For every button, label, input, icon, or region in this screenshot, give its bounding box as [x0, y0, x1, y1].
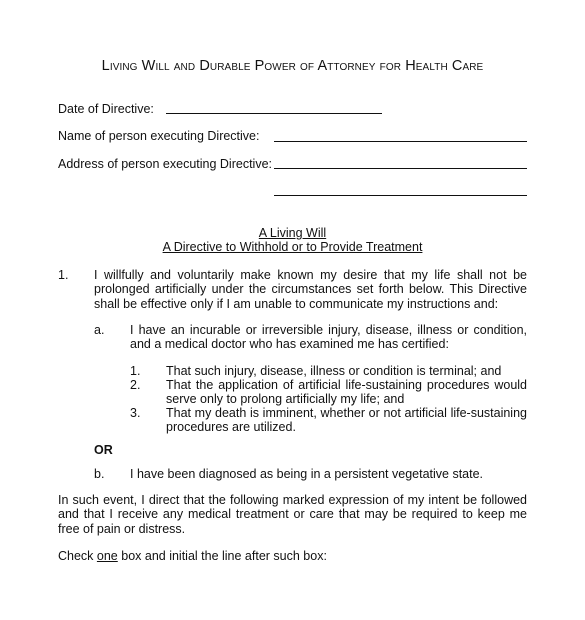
subitem-1-number: 1.: [130, 364, 141, 378]
check-instruction: [58, 549, 327, 563]
subitem-3-text: That my death is imminent, whether or not artificial life-sustaining procedures are utilized.: [166, 406, 527, 435]
subitem-2-text: That the application of artificial life-sustaining procedures would serve only to prolong artificially my life; and: [166, 378, 527, 407]
item-a-text: I have an incurable or irreversible injury, disease, illness or condition, and a medical doctor who has examined me has certified:: [130, 323, 527, 352]
address-field-line-2[interactable]: [274, 195, 527, 196]
address-label: Address of person executing Directive:: [58, 157, 272, 171]
address-field[interactable]: [274, 168, 527, 169]
item-b-text: I have been diagnosed as being in a persistent vegetative state.: [130, 467, 484, 481]
date-field[interactable]: [166, 113, 382, 114]
section-subheading: A Directive to Withhold or to Provide Treatment: [162, 240, 423, 254]
subitem-2-number: 2.: [130, 378, 141, 392]
or-separator: OR: [94, 443, 113, 457]
check-prefix: Check: [58, 549, 97, 563]
check-underlined-word: one: [96, 549, 118, 563]
date-label: Date of Directive:: [58, 102, 154, 116]
item-1-text: I willfully and voluntarily make known my desire that my life shall not be prolonged artificially under the circumstances set forth below. This Directive shall be effective only if I am unable to communicate my instructions and:: [94, 268, 527, 311]
subitem-1-text: That such injury, disease, illness or condition is terminal; and: [166, 364, 502, 378]
item-1-number: 1.: [58, 268, 69, 282]
closing-paragraph: In such event, I direct that the following marked expression of my intent be followed and that I receive any medical treatment or care that may be required to keep me free of pain or distress.: [58, 493, 527, 536]
name-label: Name of person executing Directive:: [58, 129, 260, 143]
item-a-letter: a.: [94, 323, 105, 337]
subitem-3-number: 3.: [130, 406, 141, 420]
name-field[interactable]: [274, 141, 527, 142]
item-b-letter: b.: [94, 467, 105, 481]
check-suffix: box and initial the line after such box:: [117, 549, 327, 563]
section-heading: A Living Will: [258, 226, 327, 240]
document-title: Living Will and Durable Power of Attorney for Health Care: [101, 58, 484, 74]
